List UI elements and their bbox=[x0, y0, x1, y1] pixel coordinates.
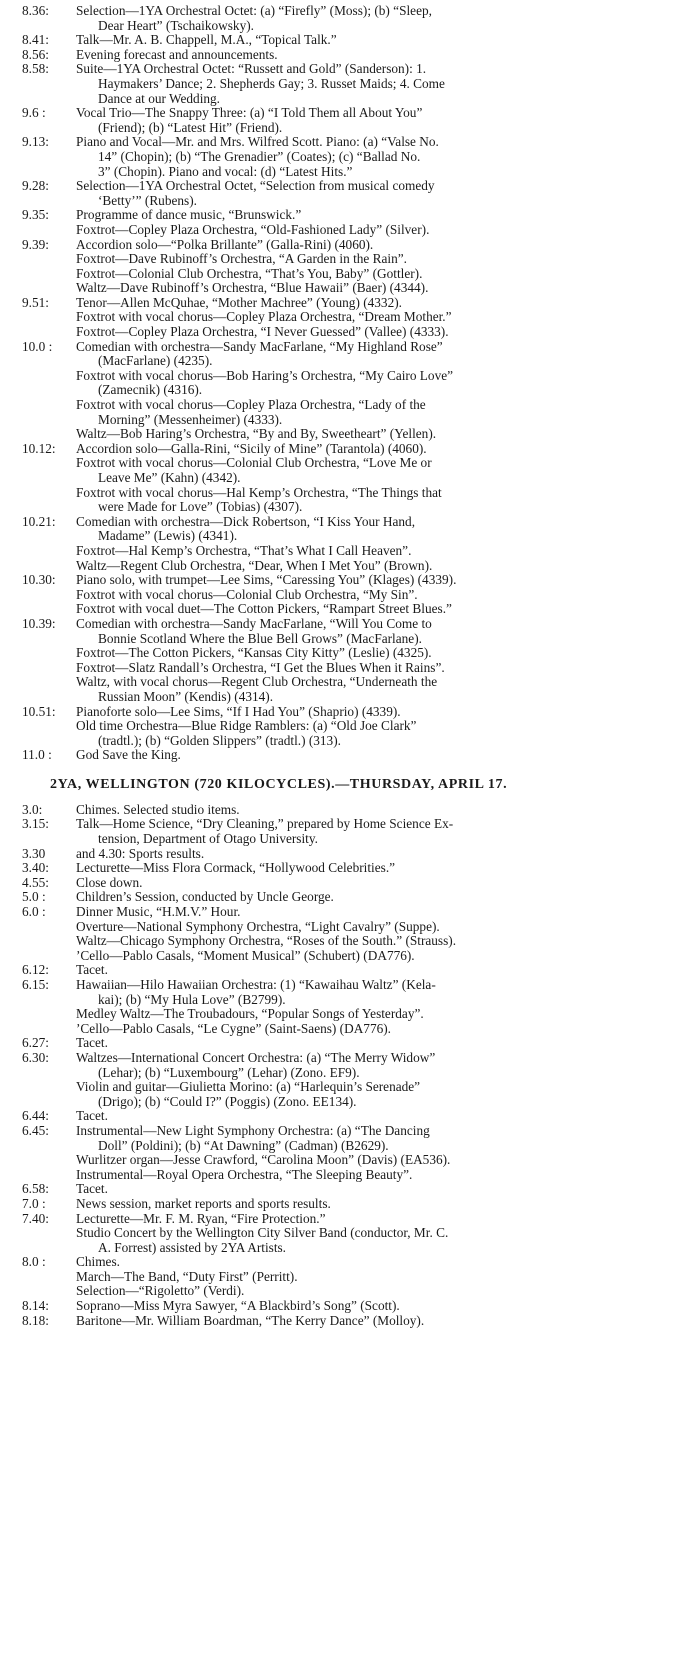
programme-entry bbox=[22, 817, 686, 846]
programme-entry bbox=[22, 62, 686, 106]
entry-sub-line: Foxtrot—Copley Plaza Orchestra, “Old-Fashioned Lady” (Silver). bbox=[76, 221, 430, 237]
entry-line: Accordion solo—Galla-Rini, “Sicily of Mine” (Tarantola) (4060). bbox=[76, 440, 427, 456]
entry-body bbox=[76, 876, 686, 891]
entry-line: Dance at our Wedding. bbox=[98, 90, 221, 106]
entry-sub-line: Foxtrot with vocal chorus—Colonial Club Orchestra, “My Sin”. bbox=[76, 586, 418, 602]
entry-sub-line: Medley Waltz—The Troubadours, “Popular Songs of Yesterday”. bbox=[76, 1006, 424, 1022]
entry-line: Tacet. bbox=[76, 1035, 108, 1051]
entry-time: 8.41: bbox=[22, 32, 49, 48]
entry-sub-line: Foxtrot with vocal chorus—Copley Plaza Orchestra, “Lady of the bbox=[76, 397, 426, 413]
entry-line: Tacet. bbox=[76, 1181, 108, 1197]
entry-time: 9.35: bbox=[22, 207, 49, 223]
entry-line: (Lehar); (b) “Luxembourg” (Lehar) (Zono. EF9). bbox=[98, 1064, 360, 1080]
entry-body bbox=[76, 515, 686, 573]
entry-time: 9.51: bbox=[22, 294, 49, 310]
programme-entry bbox=[22, 1197, 686, 1212]
entry-line: Tacet. bbox=[76, 962, 108, 978]
entry-line: Piano and Vocal—Mr. and Mrs. Wilfred Scott. Piano: (a) “Valse No. bbox=[76, 134, 439, 150]
programme-entry bbox=[22, 1314, 686, 1329]
entry-time: 10.51: bbox=[22, 703, 56, 719]
entry-time: 7.0 : bbox=[22, 1195, 46, 1211]
entry-time: 6.45: bbox=[22, 1122, 49, 1138]
entry-sub-line: Foxtrot with vocal chorus—Colonial Club Orchestra, “Love Me or bbox=[76, 455, 432, 471]
entry-time: 8.14: bbox=[22, 1298, 49, 1314]
entry-sub-line: Foxtrot—Dave Rubinoff’s Orchestra, “A Garden in the Rain”. bbox=[76, 251, 407, 267]
entry-sub-line: Waltz—Dave Rubinoff’s Orchestra, “Blue Hawaii” (Baer) (4344). bbox=[76, 280, 429, 296]
entry-body bbox=[76, 1299, 686, 1314]
entry-sub-line: A. Forrest) assisted by 2YA Artists. bbox=[98, 1239, 287, 1255]
entry-line: Bonnie Scotland Where the Blue Bell Grows” (MacFarlane). bbox=[98, 630, 422, 646]
entry-sub-line: Foxtrot—Colonial Club Orchestra, “That’s You, Baby” (Gottler). bbox=[76, 265, 423, 281]
entry-line: Chimes. bbox=[76, 1254, 120, 1270]
entry-line: News session, market reports and sports results. bbox=[76, 1195, 331, 1211]
entry-line: Vocal Trio—The Snappy Three: (a) “I Told Them all About You” bbox=[76, 105, 423, 121]
entry-time: 11.0 : bbox=[22, 747, 52, 763]
entry-body bbox=[76, 1124, 686, 1182]
entry-body bbox=[76, 705, 686, 749]
entry-time: 8.56: bbox=[22, 46, 49, 62]
entry-sub-line: March—The Band, “Duty First” (Perritt). bbox=[76, 1268, 298, 1284]
entry-line: 14” (Chopin); (b) “The Grenadier” (Coates); (c) “Ballad No. bbox=[98, 148, 421, 164]
entry-time: 8.0 : bbox=[22, 1254, 46, 1270]
entry-line: Suite—1YA Orchestral Octet: “Russett and Gold” (Sanderson): 1. bbox=[76, 61, 427, 77]
entry-time: 10.21: bbox=[22, 513, 56, 529]
entry-time: 10.12: bbox=[22, 440, 56, 456]
entry-sub-line: Foxtrot—Copley Plaza Orchestra, “I Never Guessed” (Vallee) (4333). bbox=[76, 324, 449, 340]
entry-line: Doll” (Poldini); (b) “At Dawning” (Cadman) (B2629). bbox=[98, 1137, 389, 1153]
entry-sub-line: Waltz, with vocal chorus—Regent Club Orchestra, “Underneath the bbox=[76, 674, 438, 690]
entry-sub-line: Instrumental—Royal Opera Orchestra, “The Sleeping Beauty”. bbox=[76, 1166, 413, 1182]
entry-sub-line: Morning” (Messenheimer) (4333). bbox=[98, 411, 283, 427]
entry-line: Comedian with orchestra—Sandy MacFarlane, “My Highland Rose” bbox=[76, 338, 443, 354]
entry-time: 6.58: bbox=[22, 1181, 49, 1197]
programme-entry bbox=[22, 803, 686, 818]
entry-line: Dinner Music, “H.M.V.” Hour. bbox=[76, 904, 241, 920]
entry-line: ‘Betty’” (Rubens). bbox=[98, 192, 197, 208]
entry-time: 9.6 : bbox=[22, 105, 46, 121]
programme-entry bbox=[22, 705, 686, 749]
programme-entry bbox=[22, 1036, 686, 1051]
entry-time: 3.40: bbox=[22, 860, 49, 876]
entry-time: 9.39: bbox=[22, 236, 49, 252]
programme-entry bbox=[22, 296, 686, 340]
programme-entry bbox=[22, 748, 686, 763]
programme-entry bbox=[22, 573, 686, 617]
entry-line: Selection—1YA Orchestral Octet: (a) “Firefly” (Moss); (b) “Sleep, bbox=[76, 3, 432, 18]
programme-entry bbox=[22, 1051, 686, 1109]
entry-line: Tacet. bbox=[76, 1108, 108, 1124]
entry-sub-line: Foxtrot with vocal chorus—Hal Kemp’s Orchestra, “The Things that bbox=[76, 484, 442, 500]
entry-body bbox=[76, 1036, 686, 1051]
entry-line: Comedian with orchestra—Dick Robertson, “I Kiss Your Hand, bbox=[76, 513, 416, 529]
entry-sub-line: Old time Orchestra—Blue Ridge Ramblers: (a) “Old Joe Clark” bbox=[76, 718, 417, 734]
entry-body bbox=[76, 1109, 686, 1124]
entry-line: Chimes. Selected studio items. bbox=[76, 801, 240, 817]
entry-sub-line: Waltz—Bob Haring’s Orchestra, “By and By, Sweetheart” (Yellen). bbox=[76, 426, 437, 442]
entry-time: 10.0 : bbox=[22, 338, 53, 354]
entry-sub-line: ’Cello—Pablo Casals, “Le Cygne” (Saint-Saens) (DA776). bbox=[76, 1020, 391, 1036]
programme-entry bbox=[22, 4, 686, 33]
entry-time: 9.28: bbox=[22, 178, 49, 194]
entry-line: Talk—Mr. A. B. Chappell, M.A., “Topical Talk.” bbox=[76, 32, 337, 48]
entry-body bbox=[76, 748, 686, 763]
station-heading: 2YA, WELLINGTON (720 KILOCYCLES).—THURSDAY, APRIL 17. bbox=[50, 776, 508, 792]
entry-line: Baritone—Mr. William Boardman, “The Kerry Dance” (Molloy). bbox=[76, 1312, 425, 1328]
entry-body bbox=[76, 978, 686, 1036]
programme-entry bbox=[22, 978, 686, 1036]
entry-time: 8.36: bbox=[22, 3, 49, 18]
programme-entry bbox=[22, 905, 686, 963]
entry-line: Hawaiian—Hilo Hawaiian Orchestra: (1) “Kawaihau Waltz” (Kela- bbox=[76, 977, 436, 992]
entry-sub-line: Leave Me” (Kahn) (4342). bbox=[98, 470, 241, 485]
entry-line: Close down. bbox=[76, 874, 143, 890]
entry-time: 10.39: bbox=[22, 615, 56, 631]
entry-body bbox=[76, 179, 686, 208]
entry-sub-line: Waltz—Regent Club Orchestra, “Dear, When I Met You” (Brown). bbox=[76, 557, 433, 573]
programme-entry bbox=[22, 1182, 686, 1197]
entry-time: 4.55: bbox=[22, 874, 49, 890]
entry-sub-line: (tradtl.); (b) “Golden Slippers” (tradtl.) (313). bbox=[98, 732, 341, 748]
entry-body bbox=[76, 1255, 686, 1299]
entry-sub-line: Overture—National Symphony Orchestra, “Light Cavalry” (Suppe). bbox=[76, 918, 440, 934]
entry-body bbox=[76, 1051, 686, 1109]
entry-body bbox=[76, 135, 686, 179]
entry-sub-line: Foxtrot with vocal chorus—Copley Plaza Orchestra, “Dream Mother.” bbox=[76, 309, 452, 325]
entry-sub-line: Foxtrot with vocal duet—The Cotton Pickers, “Rampart Street Blues.” bbox=[76, 601, 452, 617]
entry-body bbox=[76, 573, 686, 617]
entry-time: 6.27: bbox=[22, 1035, 49, 1051]
programme-entry bbox=[22, 1212, 686, 1256]
entry-body bbox=[76, 296, 686, 340]
entry-body bbox=[76, 106, 686, 135]
entry-line: Lecturette—Mr. F. M. Ryan, “Fire Protection.” bbox=[76, 1210, 326, 1226]
entry-line: kai); (b) “My Hula Love” (B2799). bbox=[98, 991, 286, 1007]
entry-time: 6.0 : bbox=[22, 904, 46, 920]
entry-body bbox=[76, 1197, 686, 1212]
entry-time: 6.12: bbox=[22, 962, 49, 978]
entry-sub-line: Foxtrot with vocal chorus—Bob Haring’s Orchestra, “My Cairo Love” bbox=[76, 367, 454, 383]
entry-time: 8.18: bbox=[22, 1312, 49, 1328]
entry-line: God Save the King. bbox=[76, 747, 181, 763]
entry-time: 3.15: bbox=[22, 816, 49, 832]
programme-entry bbox=[22, 135, 686, 179]
programme-entry bbox=[22, 340, 686, 442]
programme-entry bbox=[22, 106, 686, 135]
entry-line: Children’s Session, conducted by Uncle George. bbox=[76, 889, 334, 905]
entry-line: Accordion solo—“Polka Brillante” (Galla-Rini) (4060). bbox=[76, 236, 374, 252]
programme-entry bbox=[22, 617, 686, 705]
programme-entry bbox=[22, 890, 686, 905]
entry-line: Soprano—Miss Myra Sawyer, “A Blackbird’s Song” (Scott). bbox=[76, 1298, 400, 1314]
entry-line: Evening forecast and announcements. bbox=[76, 46, 278, 62]
programme-entry bbox=[22, 1255, 686, 1299]
entry-line: Talk—Home Science, “Dry Cleaning,” prepared by Home Science Ex- bbox=[76, 816, 454, 832]
entry-time: 5.0 : bbox=[22, 889, 46, 905]
entry-line: Programme of dance music, “Brunswick.” bbox=[76, 207, 302, 223]
entry-body bbox=[76, 208, 686, 237]
entry-line: Tenor—Allen McQuhae, “Mother Machree” (Young) (4332). bbox=[76, 294, 402, 310]
entry-sub-line: (Drigo); (b) “Could I?” (Poggis) (Zono. EE134). bbox=[98, 1093, 357, 1109]
entry-time: 10.30: bbox=[22, 572, 56, 588]
entry-body bbox=[76, 803, 686, 818]
programme-section-2ya bbox=[22, 803, 686, 1328]
programme-entry bbox=[22, 442, 686, 515]
entry-line: Haymakers’ Dance; 2. Shepherds Gay; 3. Russet Maids; 4. Come bbox=[98, 75, 445, 91]
entry-sub-line: (Zamecnik) (4316). bbox=[98, 382, 203, 398]
entry-body bbox=[76, 1212, 686, 1256]
entry-line: Lecturette—Miss Flora Cormack, “Hollywood Celebrities.” bbox=[76, 860, 396, 876]
programme-entry bbox=[22, 179, 686, 208]
entry-sub-line: ’Cello—Pablo Casals, “Moment Musical” (Schubert) (DA776). bbox=[76, 947, 415, 963]
entry-sub-line: were Made for Love” (Tobias) (4307). bbox=[98, 499, 303, 515]
entry-line: (MacFarlane) (4235). bbox=[98, 353, 213, 369]
entry-line: Dear Heart” (Tschaikowsky). bbox=[98, 17, 254, 33]
entry-body bbox=[76, 847, 686, 862]
programme-entry bbox=[22, 876, 686, 891]
entry-time: 9.13: bbox=[22, 134, 49, 150]
entry-time: 6.15: bbox=[22, 977, 49, 992]
entry-sub-line: Foxtrot—Hal Kemp’s Orchestra, “That’s What I Call Heaven”. bbox=[76, 542, 412, 558]
entry-line: 3” (Chopin). Piano and vocal: (d) “Latest Hits.” bbox=[98, 163, 353, 179]
entry-body bbox=[76, 905, 686, 963]
programme-entry bbox=[22, 861, 686, 876]
entry-line: Instrumental—New Light Symphony Orchestra: (a) “The Dancing bbox=[76, 1122, 430, 1138]
entry-sub-line: Foxtrot—The Cotton Pickers, “Kansas City Kitty” (Leslie) (4325). bbox=[76, 645, 432, 661]
entry-body bbox=[76, 817, 686, 846]
programme-entry bbox=[22, 1299, 686, 1314]
entry-body bbox=[76, 62, 686, 106]
entry-line: Madame” (Lewis) (4341). bbox=[98, 528, 238, 544]
entry-line: Comedian with orchestra—Sandy MacFarlane, “Will You Come to bbox=[76, 615, 432, 631]
entry-body bbox=[76, 1314, 686, 1329]
entry-body bbox=[76, 617, 686, 705]
entry-body bbox=[76, 890, 686, 905]
entry-sub-line: Waltz—Chicago Symphony Orchestra, “Roses of the South.” (Strauss). bbox=[76, 933, 457, 949]
entry-sub-line: Studio Concert by the Wellington City Silver Band (conductor, Mr. C. bbox=[76, 1225, 449, 1241]
entry-body bbox=[76, 963, 686, 978]
entry-body bbox=[76, 48, 686, 63]
programme-entry bbox=[22, 1109, 686, 1124]
entry-body bbox=[76, 33, 686, 48]
entry-line: Piano solo, with trumpet—Lee Sims, “Caressing You” (Klages) (4339). bbox=[76, 572, 457, 588]
entry-line: Selection—1YA Orchestral Octet, “Selection from musical comedy bbox=[76, 178, 435, 194]
entry-sub-line: Selection—“Rigoletto” (Verdi). bbox=[76, 1283, 245, 1299]
entry-line: Pianoforte solo—Lee Sims, “If I Had You” (Shaprio) (4339). bbox=[76, 703, 401, 719]
entry-sub-line: Violin and guitar—Giulietta Morino: (a) “Harlequin’s Serenade” bbox=[76, 1079, 421, 1095]
programme-entry bbox=[22, 33, 686, 48]
entry-body bbox=[76, 1182, 686, 1197]
entry-time: 6.44: bbox=[22, 1108, 49, 1124]
entry-sub-line: Wurlitzer organ—Jesse Crawford, “Carolina Moon” (Davis) (EA536). bbox=[76, 1152, 451, 1168]
programme-section-1ya bbox=[22, 4, 686, 763]
programme-entry bbox=[22, 847, 686, 862]
programme-entry bbox=[22, 963, 686, 978]
programme-entry bbox=[22, 515, 686, 573]
entry-sub-line: Russian Moon” (Kendis) (4314). bbox=[98, 688, 274, 704]
entry-time: 3.0: bbox=[22, 801, 43, 817]
entry-line: Waltzes—International Concert Orchestra: (a) “The Merry Widow” bbox=[76, 1049, 436, 1065]
entry-time: 7.40: bbox=[22, 1210, 49, 1226]
entry-body bbox=[76, 861, 686, 876]
entry-body bbox=[76, 238, 686, 296]
entry-line: and 4.30: Sports results. bbox=[76, 845, 205, 861]
programme-entry bbox=[22, 208, 686, 237]
entry-body bbox=[76, 4, 686, 33]
entry-time: 6.30: bbox=[22, 1049, 49, 1065]
entry-time: 8.58: bbox=[22, 61, 49, 77]
programme-entry bbox=[22, 238, 686, 296]
entry-line: tension, Department of Otago University. bbox=[98, 831, 318, 847]
entry-sub-line: Foxtrot—Slatz Randall’s Orchestra, “I Get the Blues When it Rains”. bbox=[76, 659, 445, 675]
entry-time: 3.30 bbox=[22, 845, 46, 861]
entry-body bbox=[76, 442, 686, 515]
programme-entry bbox=[22, 1124, 686, 1182]
entry-body bbox=[76, 340, 686, 442]
entry-line: (Friend); (b) “Latest Hit” (Friend). bbox=[98, 119, 283, 135]
programme-entry bbox=[22, 48, 686, 63]
